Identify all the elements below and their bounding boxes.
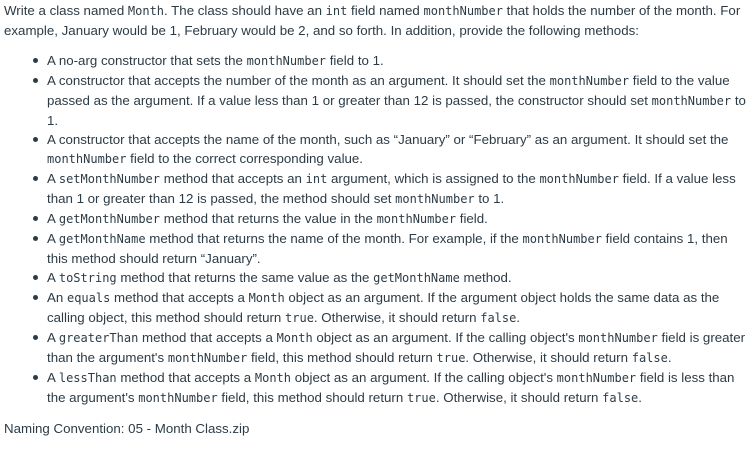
intro-text: that holds the number of the month. For example, January would be 1, February would be 2, and so forth. In addition, provide the following methods: xyxy=(4,3,741,38)
code-inline: Month xyxy=(254,371,291,385)
code-inline: monthNumber xyxy=(167,351,248,365)
list-item xyxy=(30,169,751,209)
list-item-text: method that returns the value in the xyxy=(160,211,377,226)
code-inline: monthNumber xyxy=(376,212,457,226)
code-inline: getMonthNumber xyxy=(58,212,160,226)
list-item-text: An xyxy=(47,290,67,305)
methods-list xyxy=(4,51,751,408)
code-type: int xyxy=(325,4,348,18)
list-item-text: . Otherwise, it should return xyxy=(313,310,481,325)
list-item xyxy=(30,268,751,288)
list-item xyxy=(30,229,751,268)
list-item-text: argument, which is assigned to the xyxy=(327,171,540,186)
code-inline: equals xyxy=(66,291,111,305)
intro-text: Write a class named xyxy=(4,3,128,18)
code-inline: monthNumber xyxy=(522,232,602,246)
list-item-text: field. xyxy=(456,211,488,226)
list-item xyxy=(30,209,751,229)
naming-convention: Naming Convention: 05 - Month Class.zip xyxy=(4,421,250,436)
code-inline: monthNumber xyxy=(651,94,732,108)
list-item-text: field to the correct corresponding value. xyxy=(126,151,364,166)
list-item-text: field is less than the argument's xyxy=(47,370,735,405)
list-item-text: method that returns the same value as the xyxy=(116,270,374,285)
list-item-text: A constructor that accepts the number of the month as an argument. It should set the xyxy=(47,73,550,88)
list-item-text: method that accepts a xyxy=(110,290,249,305)
list-item-text: to 1. xyxy=(47,93,746,128)
list-item xyxy=(30,130,751,169)
list-item-text: . xyxy=(638,390,642,405)
list-item xyxy=(30,51,751,71)
code-inline: setMonthNumber xyxy=(58,172,160,186)
list-item-text: . xyxy=(516,310,521,325)
code-inline: monthNumber xyxy=(556,371,637,385)
list-item-text: method that accepts a xyxy=(116,370,255,385)
intro-text: . The class should have an xyxy=(164,3,326,18)
code-inline: monthNumber xyxy=(578,331,658,345)
code-inline: Month xyxy=(276,331,313,345)
list-item-text: . Otherwise, it should return xyxy=(435,390,603,405)
code-inline: false xyxy=(631,351,668,365)
code-inline: getMonthName xyxy=(373,271,460,285)
code-inline: int xyxy=(305,172,328,186)
list-item-text: A constructor that accepts the name of the month, such as “January” or “February” as an argument. It should set the xyxy=(47,132,729,147)
list-item-text: field is greater than the argument's xyxy=(47,330,746,365)
list-item-text: method. xyxy=(459,270,512,285)
list-item-text: A xyxy=(47,330,59,345)
list-item-text: . Otherwise, it should return xyxy=(465,350,632,365)
list-item-text: object as an argument. If the argument object holds the same data as the calling object, this method should return xyxy=(47,290,720,325)
list-item-text: field contains 1, then this method should return “January”. xyxy=(47,231,728,266)
code-inline: true xyxy=(406,391,436,405)
list-item xyxy=(30,71,751,130)
list-item-text: field to 1. xyxy=(326,53,384,68)
code-class-name: Month xyxy=(127,4,165,18)
intro-paragraph xyxy=(4,0,751,40)
code-inline: toString xyxy=(58,271,117,285)
code-inline: greaterThan xyxy=(58,331,139,345)
list-item-text: method that returns the name of the month. For example, if the xyxy=(145,231,523,246)
list-item-text: A xyxy=(47,211,59,226)
list-item-text: object as an argument. If the calling object's xyxy=(312,330,579,345)
code-inline: false xyxy=(602,391,639,405)
code-inline: monthNumber xyxy=(395,192,475,206)
list-item-text: field, this method should return xyxy=(217,390,407,405)
list-item-text: A no-arg constructor that sets the xyxy=(47,53,247,68)
code-inline: true xyxy=(436,351,466,365)
code-inline: getMonthName xyxy=(58,232,146,246)
code-inline: monthNumber xyxy=(549,74,630,88)
list-item-text: field. If a value less than 1 or greater than 12 is passed, the method should set xyxy=(47,171,736,206)
code-inline: Month xyxy=(248,291,285,305)
code-inline: monthNumber xyxy=(138,391,218,405)
list-item-text: to 1. xyxy=(474,191,505,206)
list-item-text: object as an argument. If the calling object's xyxy=(291,370,557,385)
code-inline: lessThan xyxy=(58,371,117,385)
intro-text: field named xyxy=(347,3,424,18)
list-item-text: method that accepts a xyxy=(138,330,277,345)
code-inline: monthNumber xyxy=(246,54,327,68)
list-item xyxy=(30,368,751,408)
list-item-text: method that accepts an xyxy=(160,171,306,186)
code-inline: monthNumber xyxy=(539,172,619,186)
list-item xyxy=(30,288,751,328)
code-inline: false xyxy=(480,311,517,325)
list-item xyxy=(30,328,751,368)
list-item-text: A xyxy=(47,231,59,246)
list-item-text: field to the value passed as the argument. If a value less than 1 or greater than 12 is passed, the constructor should set xyxy=(47,73,730,108)
list-item-text: A xyxy=(47,171,59,186)
list-item-text: field, this method should return xyxy=(247,350,437,365)
code-inline: monthNumber xyxy=(47,152,127,166)
list-item-text: A xyxy=(47,270,59,285)
list-item-text: . xyxy=(667,350,672,365)
code-field-name: monthNumber xyxy=(423,4,503,18)
code-inline: true xyxy=(285,311,314,325)
list-item-text: A xyxy=(47,370,59,385)
